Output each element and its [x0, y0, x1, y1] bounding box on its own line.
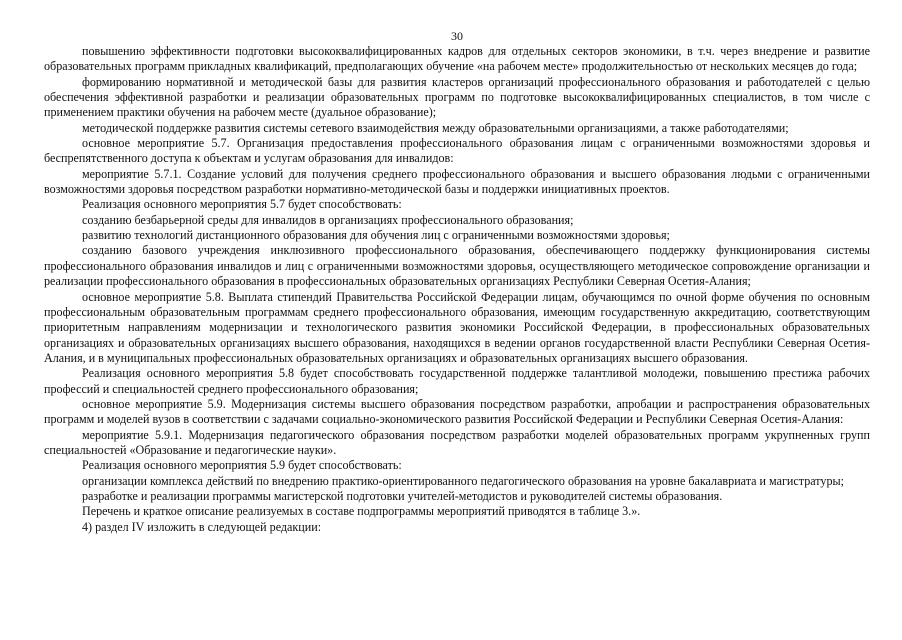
- paragraph-6: Реализация основного мероприятия 5.7 будет способствовать:: [82, 197, 402, 212]
- paragraph-8: развитию технологий дистанционного образования для обучения лиц с ограниченными возможностями здоровья;: [82, 228, 670, 243]
- paragraph-13: мероприятие 5.9.1. Модернизация педагогического образования посредством разработки моделей образовательных программ укрупненных групп специальностей «Образование и педагогические науки».: [44, 427, 870, 457]
- paragraph-2: формированию нормативной и методической базы для развития кластеров организаций профессионального образования и работодателей с целью обеспечения эффективной разработки и реализации образовательных программ по подготовке высококвалифицированных специалистов, в том числе с применением практики обучения на рабочем месте (дуальное образование);: [44, 74, 870, 120]
- paragraph-18: 4) раздел IV изложить в следующей редакции:: [82, 519, 322, 534]
- paragraph-5: мероприятие 5.7.1. Создание условий для получения среднего профессионального образования и высшего образования людьми с ограниченными возможностями здоровья посредством разработки нормативно-методической базы и поддержки инициативных проектов.: [44, 166, 870, 197]
- paragraph-4: основное мероприятие 5.7. Организация предоставления профессионального образования лицам с ограниченными возможностями здоровья и беспрепятственного доступа к объектам и услугам образования для инвалидов:: [44, 136, 870, 166]
- document-page: [44, 30, 870, 535]
- paragraph-1: повышению эффективности подготовки высококвалифицированных кадров для отдельных секторов экономики, в т.ч. через внедрение и развитие образовательных программ прикладных квалификаций, предполагающих обучение «на рабочем месте» продолжительностью от нескольких месяцев до года;: [44, 44, 870, 74]
- paragraph-17: Перечень и краткое описание реализуемых в составе подпрограммы мероприятий приводятся в таблице 3.».: [82, 504, 641, 519]
- paragraph-10: основное мероприятие 5.8. Выплата стипендий Правительства Российской Федерации лицам, обучающимся по очной форме обучения по основным профессиональным образовательным программам среднего профессионального образования, имеющим государственную аккредитацию, соответствующим приоритетным направлениям модернизации и технологического развития экономики Российской Федерации, в профессиональных образовательных организациях и образовательных организациях высшего образования, находящихся в ведении органов государственной власти Республики Северная Осетия-Алания, и в муниципальных профессиональных образовательных организациях и образовательных организациях высшего образования.: [44, 289, 870, 365]
- paragraph-7: созданию безбарьерной среды для инвалидов в организациях профессионального образования;: [82, 212, 574, 227]
- paragraph-14: Реализация основного мероприятия 5.9 будет способствовать:: [82, 458, 402, 473]
- paragraph-12: основное мероприятие 5.9. Модернизация системы высшего образования посредством разработки, апробации и распространения образовательных программ и моделей вузов в соответствии с задачами социально-экономического развития Российской Федерации и Республики Северная Осетия-Алания:: [44, 396, 870, 427]
- paragraph-15: организации комплекса действий по внедрению практико-ориентированного педагогического образования на уровне бакалавриата и магистратуры;: [82, 473, 845, 488]
- page-number: 30: [451, 29, 463, 43]
- paragraph-16: разработке и реализации программы магистерской подготовки учителей-методистов и руководителей системы образования.: [82, 488, 723, 503]
- paragraph-11: Реализация основного мероприятия 5.8 будет способствовать государственной поддержке талантливой молодежи, повышению престижа рабочих профессий и специальностей среднего профессионального образования;: [44, 366, 870, 396]
- paragraph-3: методической поддержке развития системы сетевого взаимодействия между образовательными организациями, а также работодателями;: [82, 120, 789, 135]
- paragraph-9: созданию базового учреждения инклюзивного профессионального образования, обеспечивающего поддержку функционирования системы профессионального образования инвалидов и лиц с ограниченными возможностями здоровья, осуществляющего методическое сопровождение организации и реализации профессионального образования в профессиональных образовательных организациях Республики Северная Осетия-Алания;: [44, 243, 870, 289]
